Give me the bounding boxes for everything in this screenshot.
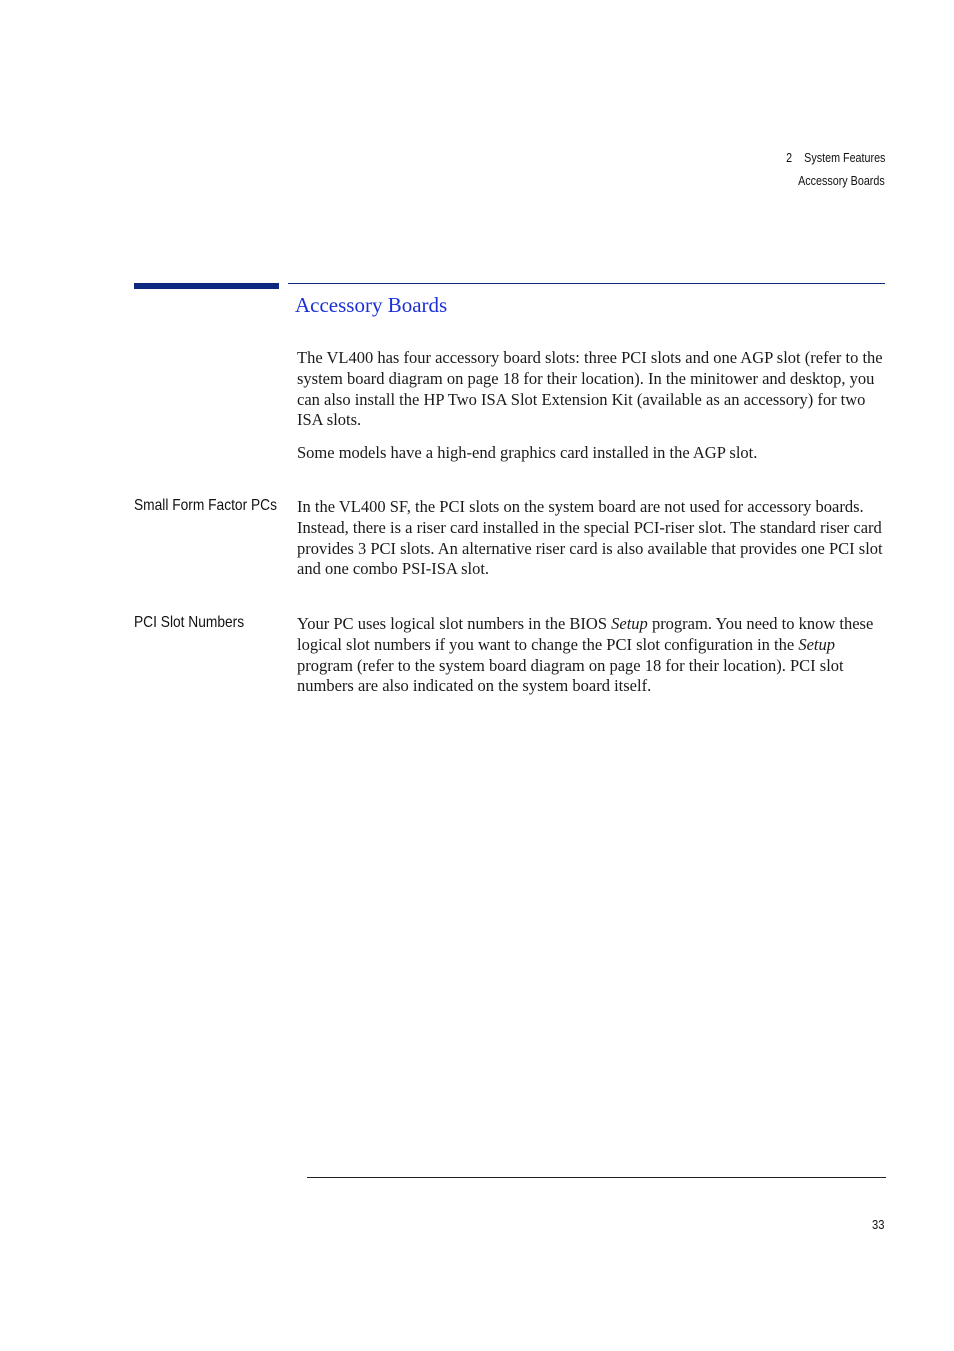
running-header-section: Accessory Boards [798,174,885,188]
pci-text-c: program (refer to the system board diagram on page 18 for their location). PCI slot numbers are also indicated on the system board itself. [297,655,844,696]
pci-slot-numbers-paragraph [297,614,889,697]
pci-text-b: program. You need to know these logical slot numbers if you want to change the PCI slot configuration in the [297,614,874,654]
section-rule-thin [288,283,885,284]
intro-paragraph-2: Some models have a high-end graphics card installed in the AGP slot. [297,443,758,462]
chapter-number: 2 [785,151,792,165]
sidehead-pci-slot-numbers: PCI Slot Numbers [134,614,245,631]
small-form-factor-paragraph: In the VL400 SF, the PCI slots on the system board are not used for accessory boards. Instead, there is a riser card installed in the special PCI-riser slot. The standard riser card provides 3 PCI slots. An alternative riser card is also available that provides one PCI slot and one combo PSI-ISA slot. [297,497,883,579]
footer-rule [307,1177,886,1178]
setup-term-2: Setup [798,634,835,654]
pci-text-a: Your PC uses logical slot numbers in the BIOS [297,614,612,633]
page-title: Accessory Boards [295,293,448,317]
setup-term-1: Setup [611,614,648,633]
sidehead-small-form-factor: Small Form Factor PCs [134,497,277,514]
running-header-chapter [786,151,885,165]
intro-paragraph-1: The VL400 has four accessory board slots: three PCI slots and one AGP slot (refer to the system board diagram on page 18 for their location). In the minitower and desktop, you can also install the HP Two ISA Slot Extension Kit (available as an accessory) for two ISA slots. [297,348,883,430]
section-rule-thick [134,283,279,289]
chapter-title: System Features [803,151,885,165]
page-number: 33 [871,1217,884,1232]
